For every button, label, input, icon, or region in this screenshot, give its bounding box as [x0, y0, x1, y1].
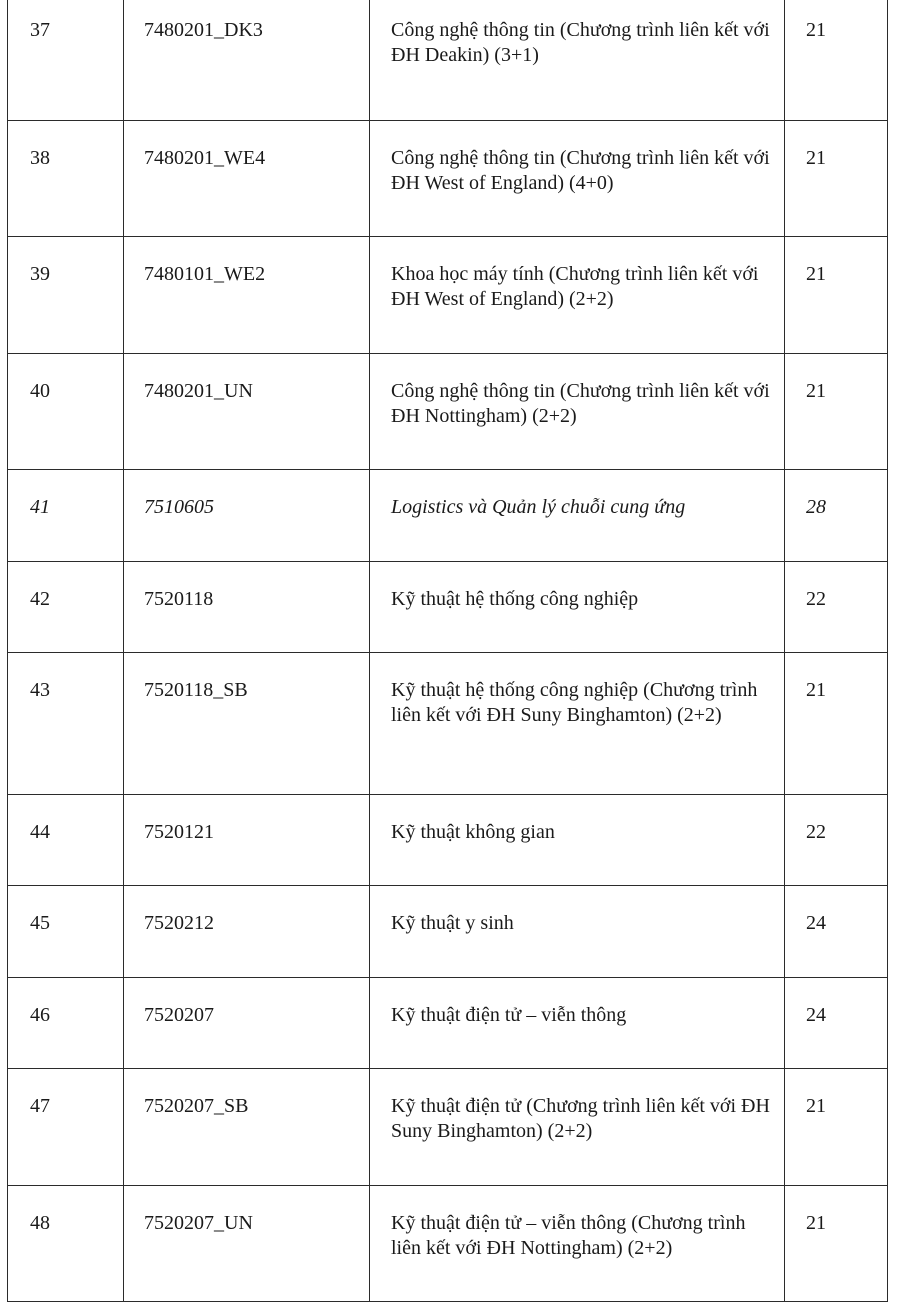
cutoff-score: 21: [806, 263, 826, 285]
program-code-cell: [124, 237, 370, 354]
program-code-cell: [124, 978, 370, 1069]
table-row: [8, 0, 888, 121]
program-code-cell: [124, 0, 370, 121]
cutoff-score: 21: [806, 1095, 826, 1117]
table-row: [8, 237, 888, 354]
row-number: 38: [30, 147, 50, 169]
cutoff-score: 24: [806, 1004, 826, 1026]
program-code-cell: [124, 354, 370, 470]
program-name: Kỹ thuật điện tử (Chương trình liên kết với ĐH Suny Binghamton) (2+2): [391, 1095, 770, 1142]
program-name: Kỹ thuật hệ thống công nghiệp: [391, 588, 639, 610]
row-number-cell: [8, 653, 124, 795]
row-number: 37: [30, 19, 50, 41]
row-number: 41: [30, 496, 50, 518]
row-number-cell: [8, 237, 124, 354]
cutoff-score-cell: [785, 562, 888, 653]
program-code: 7520118_SB: [144, 679, 248, 701]
program-name-cell: [370, 562, 785, 653]
row-number-cell: [8, 978, 124, 1069]
cutoff-score: 21: [806, 380, 826, 402]
row-number: 47: [30, 1095, 50, 1117]
cutoff-score: 28: [806, 496, 826, 518]
table-row: [8, 978, 888, 1069]
program-name: Khoa học máy tính (Chương trình liên kết với ĐH West of England) (2+2): [391, 263, 759, 310]
program-code-cell: [124, 1186, 370, 1302]
program-name: Công nghệ thông tin (Chương trình liên kết với ĐH West of England) (4+0): [391, 147, 770, 194]
program-name-cell: [370, 886, 785, 978]
program-name: Kỹ thuật hệ thống công nghiệp (Chương trình liên kết với ĐH Suny Binghamton) (2+2): [391, 679, 758, 726]
program-name-cell: [370, 470, 785, 562]
cutoff-score-cell: [785, 978, 888, 1069]
row-number: 46: [30, 1004, 50, 1026]
row-number: 39: [30, 263, 50, 285]
cutoff-score-cell: [785, 121, 888, 237]
program-name: Công nghệ thông tin (Chương trình liên kết với ĐH Nottingham) (2+2): [391, 380, 770, 427]
cutoff-score-cell: [785, 795, 888, 886]
cutoff-score: 22: [806, 821, 826, 843]
row-number-cell: [8, 354, 124, 470]
program-code: 7480201_DK3: [144, 19, 263, 41]
row-number: 43: [30, 679, 50, 701]
table-row: [8, 653, 888, 795]
row-number-cell: [8, 795, 124, 886]
cutoff-score-cell: [785, 886, 888, 978]
row-number: 48: [30, 1212, 50, 1234]
row-number-cell: [8, 1069, 124, 1186]
cutoff-score: 21: [806, 1212, 826, 1234]
cutoff-score-cell: [785, 653, 888, 795]
cutoff-score: 21: [806, 147, 826, 169]
cutoff-score: 21: [806, 679, 826, 701]
row-number-cell: [8, 121, 124, 237]
table-row: [8, 795, 888, 886]
program-code-cell: [124, 470, 370, 562]
program-name: Kỹ thuật điện tử – viễn thông: [391, 1004, 627, 1026]
cutoff-score-cell: [785, 1186, 888, 1302]
program-name-cell: [370, 978, 785, 1069]
program-code: 7520207_UN: [144, 1212, 253, 1234]
program-code-cell: [124, 886, 370, 978]
row-number-cell: [8, 0, 124, 121]
row-number: 45: [30, 912, 50, 934]
program-name: Kỹ thuật không gian: [391, 821, 555, 843]
program-name-cell: [370, 653, 785, 795]
program-code: 7520207_SB: [144, 1095, 249, 1117]
program-code: 7510605: [144, 496, 214, 518]
program-name-cell: [370, 795, 785, 886]
program-code: 7480201_UN: [144, 380, 253, 402]
program-code-cell: [124, 795, 370, 886]
cutoff-score-cell: [785, 1069, 888, 1186]
row-number: 40: [30, 380, 50, 402]
program-name-cell: [370, 121, 785, 237]
program-code: 7520118: [144, 588, 214, 610]
cutoff-score-cell: [785, 470, 888, 562]
cutoff-score: 21: [806, 19, 826, 41]
program-name-cell: [370, 1186, 785, 1302]
program-name: Kỹ thuật y sinh: [391, 912, 514, 934]
table-body: [8, 0, 888, 1302]
cutoff-score-cell: [785, 237, 888, 354]
program-code: 7480201_WE4: [144, 147, 266, 169]
table-row: [8, 562, 888, 653]
program-code: 7480101_WE2: [144, 263, 266, 285]
program-name-cell: [370, 237, 785, 354]
program-name: Công nghệ thông tin (Chương trình liên kết với ĐH Deakin) (3+1): [391, 19, 770, 66]
table-row: [8, 886, 888, 978]
cutoff-score-cell: [785, 354, 888, 470]
table-row: [8, 1069, 888, 1186]
program-name-cell: [370, 354, 785, 470]
cutoff-score-cell: [785, 0, 888, 121]
program-code-cell: [124, 1069, 370, 1186]
program-code: 7520121: [144, 821, 214, 843]
row-number-cell: [8, 886, 124, 978]
cutoff-score: 24: [806, 912, 826, 934]
admission-score-table: [7, 0, 888, 1302]
program-name: Logistics và Quản lý chuỗi cung ứng: [391, 496, 686, 518]
row-number-cell: [8, 470, 124, 562]
program-name-cell: [370, 0, 785, 121]
program-code: 7520212: [144, 912, 214, 934]
program-code-cell: [124, 653, 370, 795]
row-number: 44: [30, 821, 50, 843]
table-row: [8, 354, 888, 470]
table-row: [8, 470, 888, 562]
program-code-cell: [124, 121, 370, 237]
row-number-cell: [8, 562, 124, 653]
cutoff-score: 22: [806, 588, 826, 610]
row-number-cell: [8, 1186, 124, 1302]
row-number: 42: [30, 588, 50, 610]
program-name-cell: [370, 1069, 785, 1186]
program-code-cell: [124, 562, 370, 653]
program-code: 7520207: [144, 1004, 214, 1026]
table-row: [8, 121, 888, 237]
table-row: [8, 1186, 888, 1302]
program-name: Kỹ thuật điện tử – viễn thông (Chương trình liên kết với ĐH Nottingham) (2+2): [391, 1212, 746, 1259]
